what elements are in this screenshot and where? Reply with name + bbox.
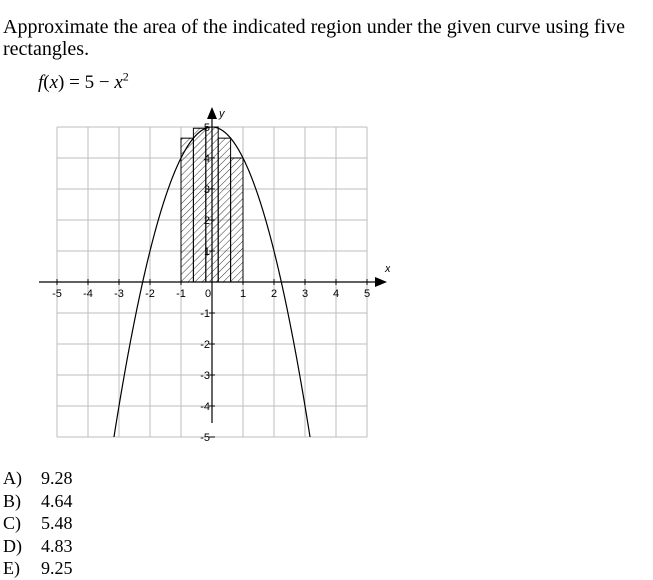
- formula-rest: ) = 5 −: [58, 72, 115, 93]
- choice-letter: C): [3, 513, 21, 533]
- y-tick-label: -5: [200, 432, 210, 444]
- x-tick-label: 2: [270, 288, 278, 300]
- y-tick-label: 2: [203, 215, 210, 227]
- x-tick-label: -3: [114, 288, 124, 300]
- x-tick-label: -4: [83, 288, 93, 300]
- function-formula: [38, 69, 129, 94]
- y-tick-label: 5: [203, 122, 210, 134]
- y-tick-label: 3: [203, 184, 210, 196]
- choice-value: 9.25: [41, 558, 73, 578]
- choice-d[interactable]: [3, 535, 73, 558]
- choice-e[interactable]: [3, 557, 73, 580]
- formula-x: x: [49, 72, 59, 93]
- x-tick-label: -5: [52, 288, 62, 300]
- y-axis-arrow-icon: [207, 107, 217, 119]
- choice-letter: D): [3, 535, 22, 556]
- choice-c[interactable]: [3, 512, 73, 535]
- riemann-rectangle: [218, 138, 230, 282]
- riemann-rectangle: [193, 128, 205, 282]
- x-tick-label: 5: [363, 288, 371, 300]
- y-tick-label: -3: [200, 370, 210, 382]
- y-tick-label: 4: [203, 153, 210, 165]
- x-tick-label: 0: [204, 288, 212, 300]
- x-tick-label: -1: [176, 288, 186, 300]
- x-tick-label: 1: [239, 288, 247, 300]
- choice-value: 9.28: [41, 468, 73, 488]
- riemann-rectangle: [231, 158, 243, 282]
- y-tick-label: 1: [203, 246, 210, 258]
- x-tick-label: 4: [332, 288, 340, 300]
- choice-value: 5.48: [41, 513, 73, 533]
- y-tick-label: -2: [200, 339, 210, 351]
- question-text: Approximate the area of the indicated region under the given curve using five rectangles.: [3, 16, 625, 60]
- choice-letter: B): [3, 490, 21, 511]
- y-tick-label: -4: [200, 401, 210, 413]
- answer-choices: [3, 467, 73, 580]
- formula-x-squared: x: [114, 72, 123, 93]
- x-tick-label: -2: [145, 288, 155, 300]
- y-tick-label: -1: [200, 308, 210, 320]
- graph: [30, 100, 390, 460]
- y-axis-label: y: [219, 108, 225, 120]
- formula-f: f: [38, 72, 44, 93]
- x-axis-arrow-icon: [375, 277, 387, 287]
- choice-b[interactable]: [3, 490, 73, 513]
- choice-letter: E): [3, 558, 20, 578]
- choice-value: 4.64: [41, 490, 73, 511]
- choice-a[interactable]: [3, 467, 73, 490]
- formula-exponent: 2: [122, 69, 129, 84]
- choice-letter: A): [3, 468, 22, 488]
- x-tick-label: 3: [301, 288, 309, 300]
- formula-lparen: (: [43, 72, 50, 93]
- riemann-rectangle: [181, 138, 193, 282]
- choice-value: 4.83: [41, 535, 73, 556]
- x-axis-label: x: [385, 263, 390, 275]
